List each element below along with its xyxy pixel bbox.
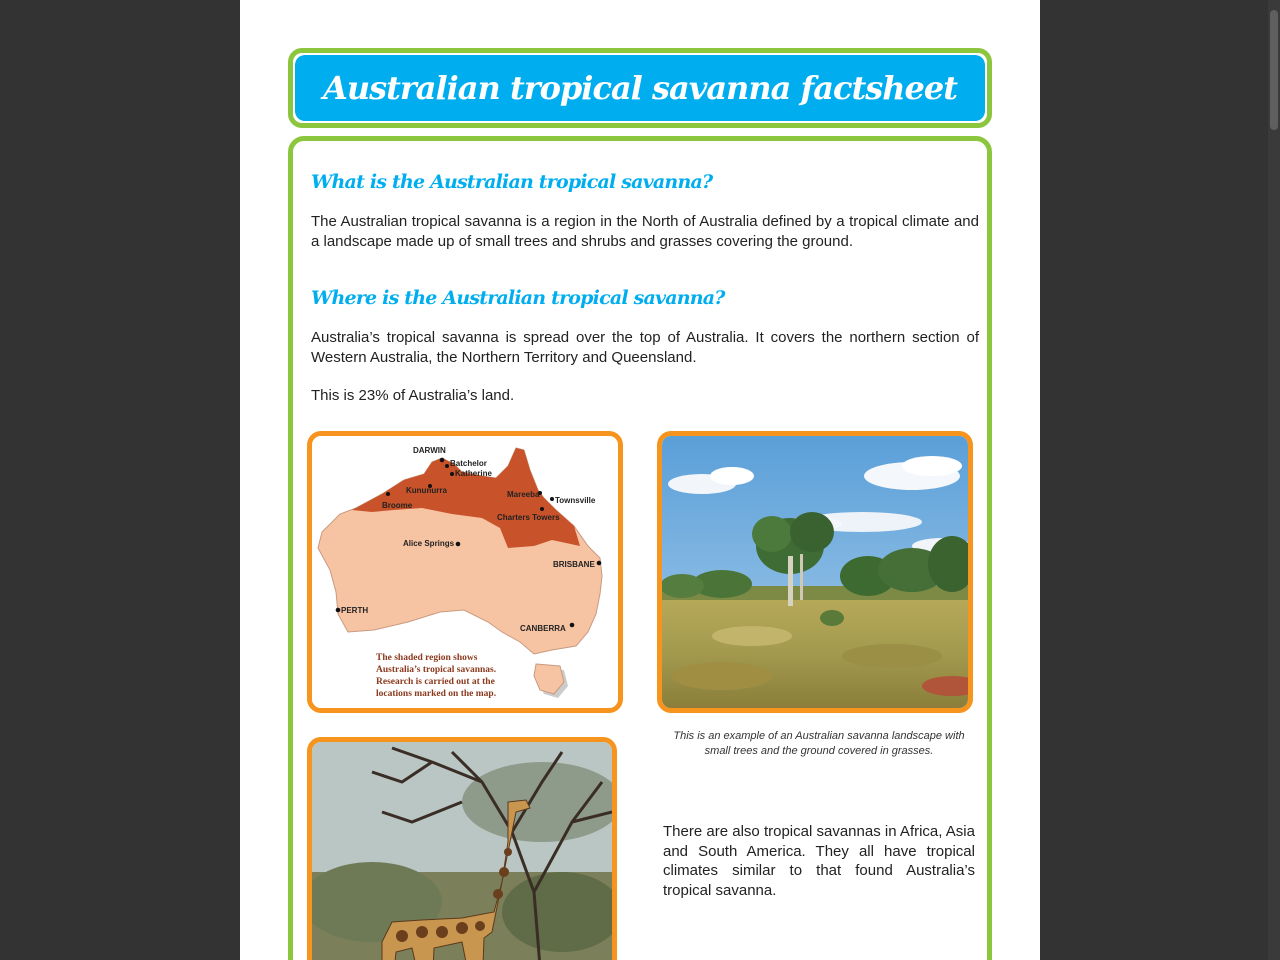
section-body-where: Australia’s tropical savanna is spread over the top of Australia. It covers the northern section of Western Australia, the Northern Territory and Queensland. [311, 329, 979, 366]
map-label-darwin: DARWIN [413, 446, 446, 455]
land-percentage-text: This is 23% of Australia’s land. [311, 387, 515, 404]
photo-caption: This is an example of an Australian savanna landscape with small trees and the ground covered in grasses. [673, 730, 965, 757]
australia-savanna-map [312, 436, 618, 708]
scrollbar-thumb[interactable] [1270, 10, 1278, 130]
section-heading-where: Where is the Australian tropical savanna? [311, 287, 725, 309]
title-banner [288, 48, 992, 128]
giraffe-photo-frame [307, 737, 617, 960]
map-label-canberra: CANBERRA [520, 624, 566, 633]
vertical-scrollbar[interactable] [1268, 0, 1280, 960]
document-page [240, 0, 1040, 960]
map-note-line-4: locations marked on the map. [376, 689, 497, 699]
savanna-photo-frame [657, 431, 973, 713]
content-box [288, 136, 992, 960]
map-label-mareeba: Mareeba [507, 490, 540, 499]
other-savannas-text: There are also tropical savannas in Africa, Asia and South America. They all have tropical climates similar to that found Australia’s tropical savanna. [663, 823, 975, 899]
map-label-katherine: Katherine [455, 469, 492, 478]
map-label-broome: Broome [382, 501, 413, 510]
map-label-townsville: Townsville [555, 496, 596, 505]
section-heading-what: What is the Australian tropical savanna? [311, 171, 713, 193]
savanna-landscape-photo [662, 436, 968, 708]
section-body-what: The Australian tropical savanna is a region in the North of Australia defined by a tropical climate and a landscape made up of small trees and shrubs and grasses covering the ground. [311, 213, 979, 250]
map-note-line-3: Research is carried out at the [376, 677, 495, 687]
map-label-charters-towers: Charters Towers [497, 513, 560, 522]
map-note-line-2: Australia’s tropical savannas. [376, 665, 497, 675]
map-label-kununurra: Kununurra [406, 486, 447, 495]
map-label-brisbane: BRISBANE [553, 560, 595, 569]
map-note-line-1: The shaded region shows [376, 653, 478, 663]
page-title: Australian tropical savanna factsheet [323, 69, 957, 107]
map-label-batchelor: Batchelor [450, 459, 487, 468]
giraffe-photo [312, 742, 612, 960]
map-label-perth: PERTH [341, 606, 369, 615]
savanna-map-frame [307, 431, 623, 713]
map-label-alice-springs: Alice Springs [403, 539, 455, 548]
